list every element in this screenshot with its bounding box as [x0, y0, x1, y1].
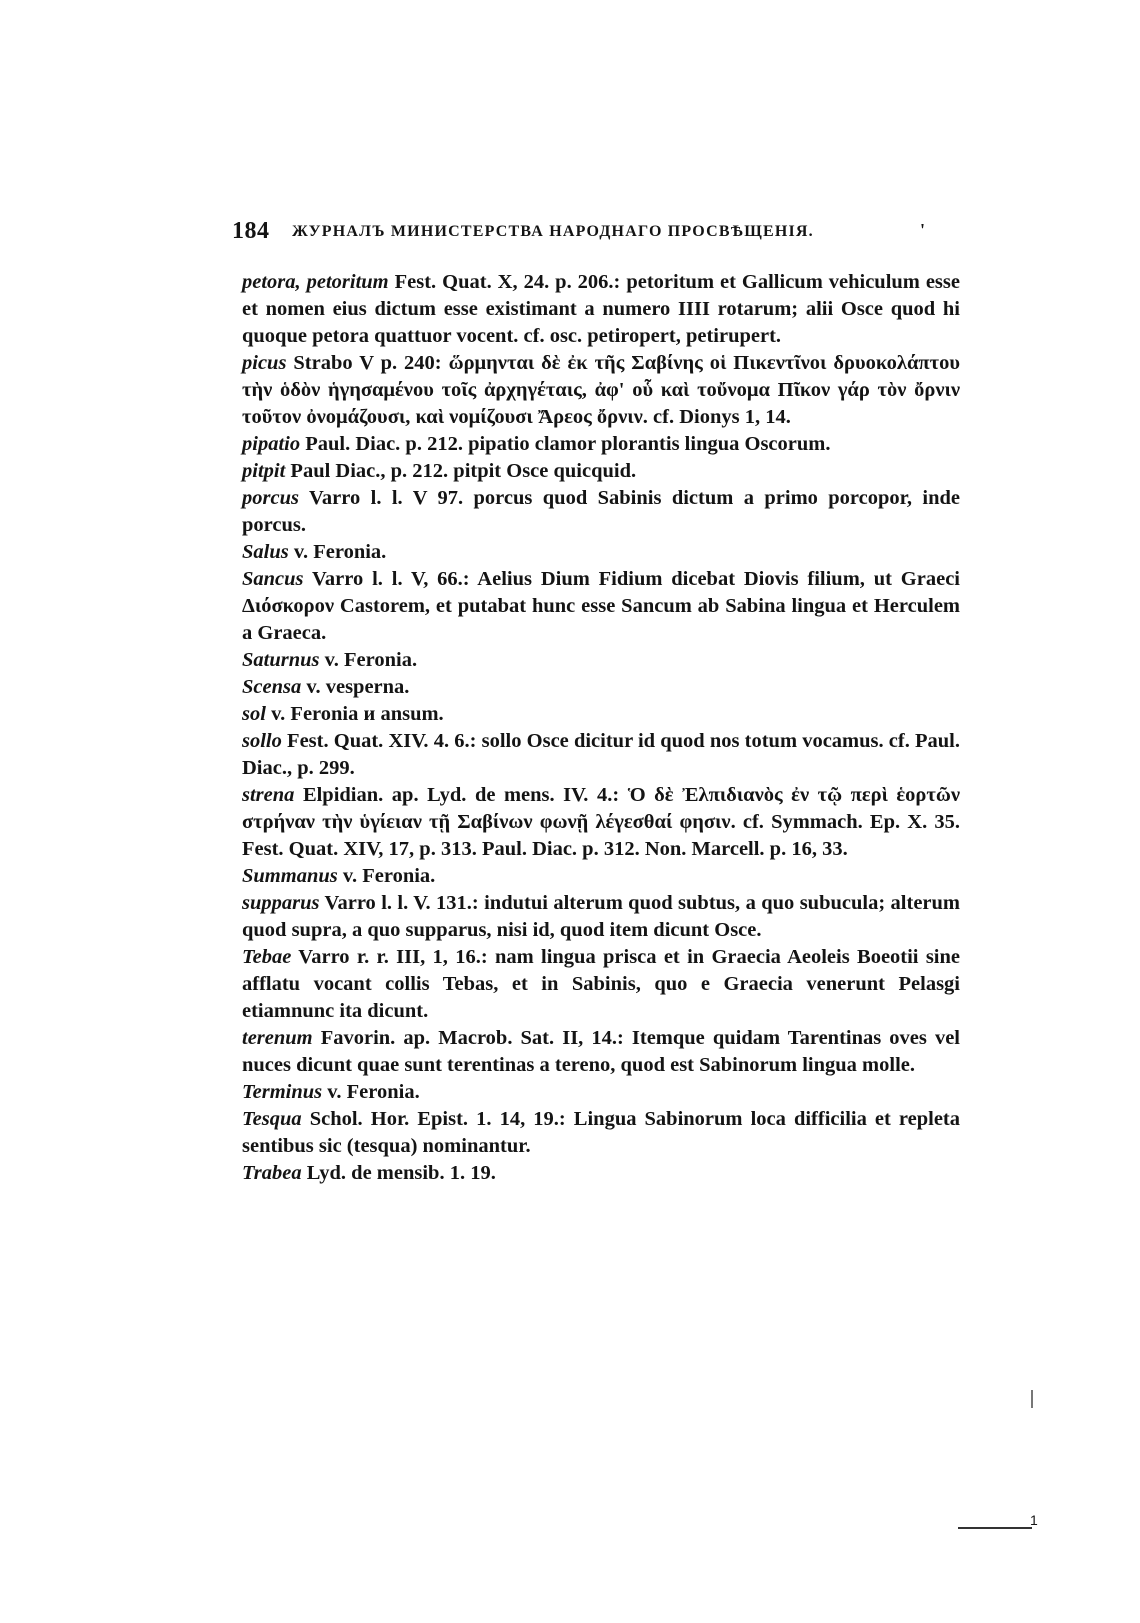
running-title: ЖУРНАЛЪ МИНИСТЕРСТВА НАРОДНАГО ПРОСВѢЩЕНІЯ. [292, 223, 814, 240]
dictionary-entry [242, 944, 960, 1025]
dictionary-entry [242, 1079, 960, 1106]
entry-text: Varro l. l. V, 66.: Aelius Dium Fidium dicebat Diovis filium, ut Graeci Διόσκορον Castorem, et putabat hunc esse Sancum ab Sabina lingua et Herculem a Graeca. [242, 568, 960, 644]
dictionary-entry [242, 1106, 960, 1160]
entry-text: Varro l. l. V 97. porcus quod Sabinis dictum a primo porcopor, inde porcus. [242, 487, 960, 536]
entry-text: Lyd. de mensib. 1. 19. [306, 1162, 496, 1184]
entry-lemma: Scensa [242, 676, 302, 698]
dictionary-entry [242, 782, 960, 863]
entry-lemma: picus [242, 352, 287, 374]
page-number: 184 [232, 218, 270, 244]
entry-lemma: Sancus [242, 568, 304, 590]
dictionary-entry [242, 728, 960, 782]
page-header [232, 218, 952, 248]
dictionary-entry [242, 674, 960, 701]
entry-lemma: petora, petoritum [242, 271, 389, 293]
entry-text: Varro l. l. V. 131.: indutui alterum quod subtus, a quo subucula; alterum quod supra, a quo supparus, nisi id, quod item dicunt Osce. [242, 892, 960, 941]
footer-mark: 1 [1030, 1512, 1038, 1528]
footer-rule [958, 1527, 1032, 1529]
dictionary-entry [242, 458, 960, 485]
entry-text: v. Feronia. [324, 649, 418, 671]
entry-text: v. Feronia и ansum. [271, 703, 444, 725]
entry-text: Elpidian. ap. Lyd. de mens. IV. 4.: Ὁ δὲ Ἐλπιδιανὸς ἐν τῷ περὶ ἑορτῶν στρήναν τὴν ὑγίειαν τῇ Σαβίνων φωνῇ λέγεσθαί φησιν. cf. Symmach. Ep. X. 35. Fest. Quat. XIV, 17, p. 313. Paul. Diac. p. 312. Non. Marcell. p. 16, 33. [242, 784, 960, 860]
dictionary-entry [242, 269, 960, 350]
entry-lemma: Tebae [242, 946, 292, 968]
entry-lemma: Tesqua [242, 1108, 302, 1130]
entry-lemma: sol [242, 703, 266, 725]
entry-text: Strabo V p. 240: ὥρμηνται δὲ ἐκ τῆς Σαβίνης οἱ Πικεντῖνοι δρυοκολάπτου τὴν ὁδὸν ἡγησαμένου τοῖς ἀρχηγέταις, ἀφ' οὗ καὶ τοὔνομα Πῖκον γάρ τὸν ὄρνιν τοῦτον ὀνομάζουσι, καὶ νομίζουσι Ἄρεος ὄρνιν. cf. Dionys 1, 14. [242, 352, 960, 428]
entry-text: v. Feronia. [327, 1081, 420, 1103]
dictionary-entry [242, 350, 960, 431]
dictionary-entries [242, 269, 960, 1187]
dictionary-entry [242, 431, 960, 458]
entry-text: v. vesperna. [306, 676, 410, 698]
header-mark: ' [920, 220, 926, 240]
dictionary-entry [242, 539, 960, 566]
dictionary-entry [242, 485, 960, 539]
entry-text: Paul Diac., p. 212. pitpit Osce quicquid. [290, 460, 637, 482]
entry-lemma: strena [242, 784, 295, 806]
dictionary-entry [242, 566, 960, 647]
dictionary-entry [242, 647, 960, 674]
entry-text: Fest. Quat. XIV. 4. 6.: sollo Osce dicitur id quod nos totum vocamus. cf. Paul. Diac., p. 299. [242, 730, 960, 779]
entry-lemma: porcus [242, 487, 299, 509]
entry-lemma: supparus [242, 892, 320, 914]
entry-text: v. Feronia. [293, 541, 387, 563]
entry-text: v. Feronia. [342, 865, 436, 887]
entry-lemma: pipatio [242, 433, 301, 455]
entry-lemma: Trabea [242, 1162, 302, 1184]
dictionary-entry [242, 863, 960, 890]
dictionary-entry [242, 1160, 960, 1187]
entry-text: Schol. Hor. Epist. 1. 14, 19.: Lingua Sabinorum loca difficilia et repleta sentibus sic (tesqua) nominantur. [242, 1108, 960, 1157]
entry-lemma: terenum [242, 1027, 313, 1049]
dictionary-entry [242, 890, 960, 944]
margin-tick [1031, 1390, 1033, 1408]
entry-lemma: Terminus [242, 1081, 323, 1103]
entry-lemma: pitpit [242, 460, 286, 482]
entry-text: Favorin. ap. Macrob. Sat. II, 14.: Itemque quidam Tarentinas oves vel nuces dicunt quae sunt terentinas a tereno, quod est Sabinorum lingua molle. [242, 1027, 960, 1076]
entry-text: Paul. Diac. p. 212. pipatio clamor plorantis lingua Oscorum. [305, 433, 831, 455]
entry-text: Fest. Quat. X, 24. p. 206.: petoritum et Gallicum vehiculum esse et nomen eius dictum esse existimant a numero IIII rotarum; alii Osce quod hi quoque petora quattuor vocent. cf. osc. petiropert, petirupert. [242, 271, 960, 347]
entry-lemma: Summanus [242, 865, 338, 887]
entry-lemma: Saturnus [242, 649, 320, 671]
entry-text: Varro r. r. III, 1, 16.: nam lingua prisca et in Graecia Aeoleis Boeotii sine afflatu vocant collis Tebas, et in Sabinis, quo e Graecia venerunt Pelasgi etiamnunc ita dicunt. [242, 946, 960, 1022]
entry-lemma: sollo [242, 730, 282, 752]
dictionary-entry [242, 1025, 960, 1079]
dictionary-entry [242, 701, 960, 728]
entry-lemma: Salus [242, 541, 289, 563]
